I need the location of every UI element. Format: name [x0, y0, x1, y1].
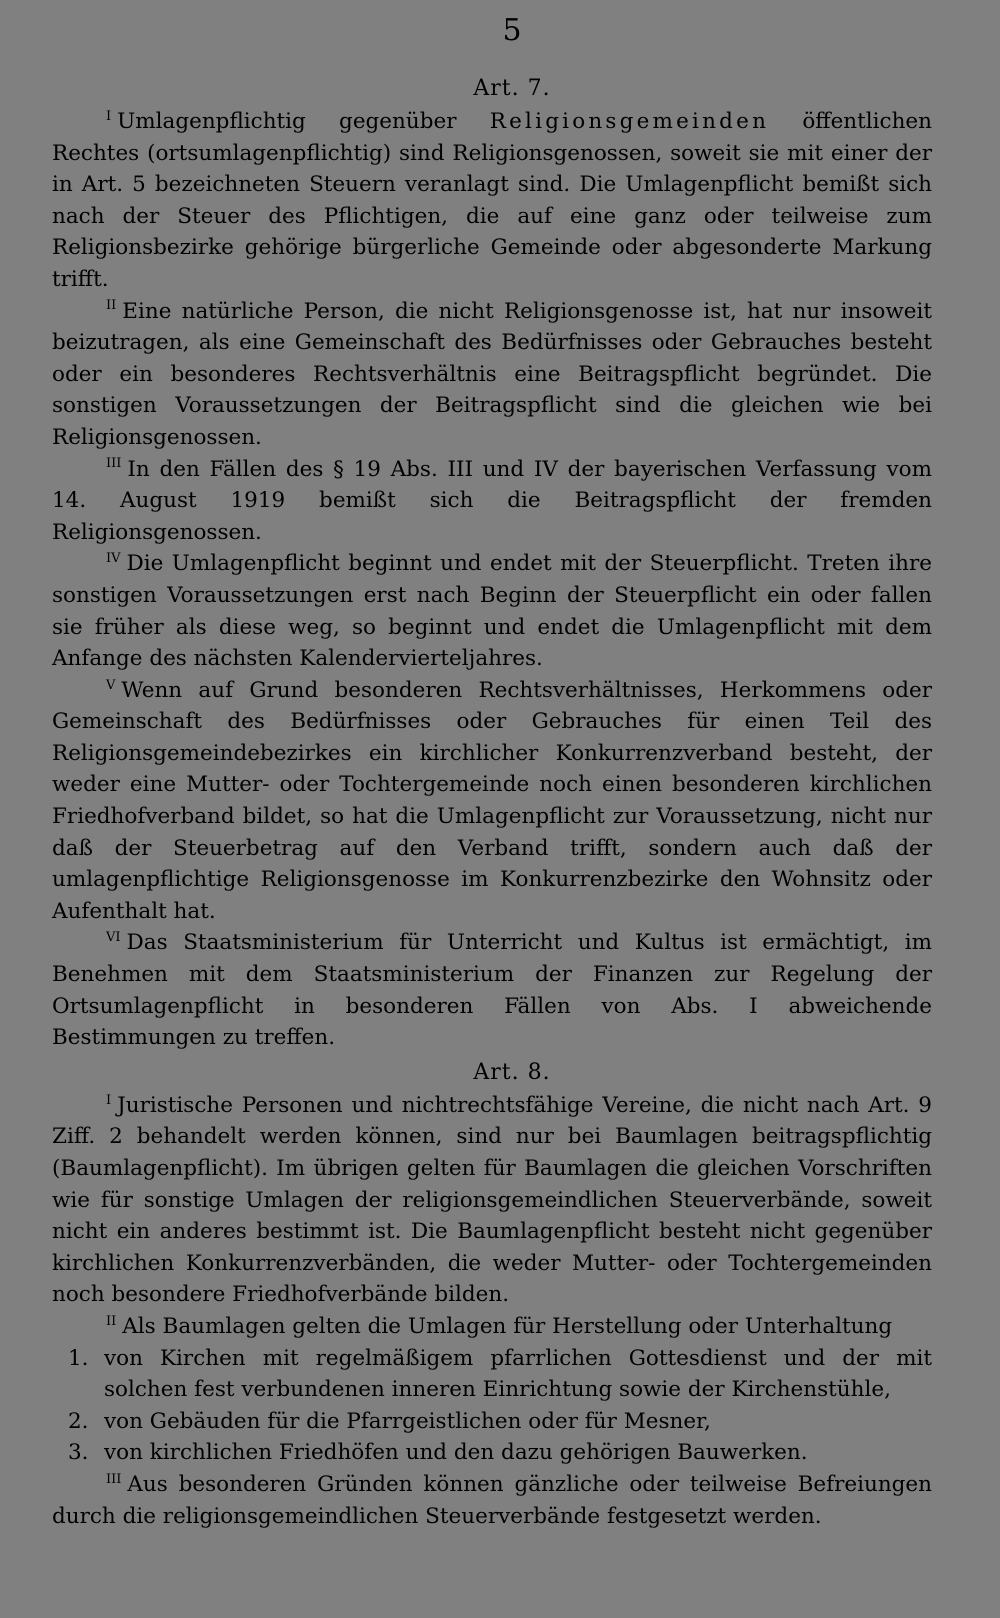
paragraph-number: I — [106, 1092, 112, 1108]
paragraph-text: Wenn auf Grund besonderen Rechtsverhältnisses, Herkommens oder Gemeinschaft des Bedürfnisses oder Gebrauches für einen Teil des Religionsgemeindebezirkes ein kirchlicher Konkurrenzverband besteht, der weder eine Mutter- oder Tochtergemeinde noch einen besonderen kirchlichen Friedhofverband bildet, so hat die Umlagenpflicht zur Voraussetzung, nicht nur daß der Steuerbetrag auf den Verband trifft, sondern auch daß der umlagenpflichtige Religionsgenosse im Konkurrenzbezirke den Wohnsitz oder Aufenthalt hat. — [52, 677, 932, 924]
list-item-text: von kirchlichen Friedhöfen und den dazu gehörigen Bauwerken. — [104, 1440, 808, 1466]
article-heading: Art. 8. — [473, 1059, 551, 1085]
paragraph — [52, 927, 932, 1053]
paragraph-text: Aus besonderen Gründen können gänzliche oder teilweise Befreiungen durch die religionsgemeindlichen Steuerverbände festgesetzt werden. — [52, 1471, 932, 1529]
paragraph — [52, 675, 932, 928]
article-heading: Art. 7. — [473, 76, 551, 101]
paragraph — [52, 1311, 932, 1343]
paragraph-text: Eine natürliche Person, die nicht Religionsgenosse ist, hat nur insoweit beizutragen, als eine Gemeinschaft des Bedürfnisses oder Gebrauches besteht oder ein besonderes Rechtsverhältnis eine Beitragspflicht begründet. Die sonstigen Voraussetzungen der Beitragspflicht sind die gleichen wie bei Religionsgenossen. — [52, 298, 932, 450]
paragraph-number: III — [106, 456, 122, 472]
paragraph-text: In den Fällen des § 19 Abs. III und IV der bayerischen Verfassung vom 14. August 1919 bemißt sich die Beitragspflicht der fremden Religionsgenossen. — [52, 456, 932, 545]
list-item — [52, 1406, 932, 1438]
paragraph-text: Das Staatsministerium für Unterricht und Kultus ist ermächtigt, im Benehmen mit dem Staatsministerium der Finanzen zur Regelung der Ortsumlagenpflicht in besonderen Fällen von Abs. I abweichende Bestimmungen zu treffen. — [52, 930, 932, 1051]
paragraph-number: II — [106, 1313, 117, 1329]
paragraph — [52, 548, 932, 674]
article-7 — [52, 74, 932, 1054]
paragraph-number: IV — [106, 551, 121, 567]
paragraph-number: II — [106, 298, 117, 314]
spaced-emphasis: Religionsgemeinden — [489, 109, 770, 134]
paragraph-number: VI — [106, 930, 121, 946]
list-item-text: von Kirchen mit regelmäßigem pfarrlichen Gottesdienst und der mit solchen fest verbundenen inneren Einrichtung sowie der Kirchenstühle, — [104, 1345, 932, 1403]
paragraph — [52, 296, 932, 454]
page-number: 5 — [502, 13, 522, 48]
paragraph — [52, 1469, 932, 1532]
article-8 — [52, 1058, 932, 1532]
document-page — [52, 14, 932, 1532]
numbered-list — [52, 1343, 932, 1469]
list-item — [52, 1437, 932, 1469]
paragraph-number: V — [106, 677, 116, 693]
list-item-number: 1. — [68, 1345, 89, 1371]
paragraph — [52, 1090, 932, 1311]
paragraph-number: III — [106, 1471, 122, 1487]
list-item-number: 3. — [68, 1440, 89, 1466]
paragraph-text: Die Umlagenpflicht beginnt und endet mit der Steuerpflicht. Treten ihre sonstigen Voraussetzungen erst nach Beginn der Steuerpflicht ein oder fallen sie früher als diese weg, so beginnt und endet die Umlagenpflicht mit dem Anfange des nächsten Kalendervierteljahres. — [52, 551, 932, 672]
paragraph-text: Juristische Personen und nichtrechtsfähige Vereine, die nicht nach Art. 9 Ziff. 2 behandelt werden können, sind nur bei Baumlagen beitragspflichtig (Baumlagenpflicht). Im übrigen gelten für Baumlagen die gleichen Vorschriften wie für sonstige Umlagen der religionsgemeindlichen Steuerverbände, soweit nicht ein anderes bestimmt ist. Die Baumlagenpflicht besteht nicht gegenüber kirchlichen Konkurrenzverbänden, die weder Mutter- oder Tochtergemeinden noch besondere Friedhofverbände bilden. — [52, 1092, 932, 1308]
paragraph — [52, 106, 932, 296]
paragraph-text: Umlagenpflichtig gegenüber — [117, 109, 490, 134]
paragraph — [52, 454, 932, 549]
paragraph-number: I — [106, 108, 112, 124]
paragraph-text: öffentlichen Rechtes (ortsumlagenpflichtig) sind Religionsgenossen, soweit sie mit einer der in Art. 5 bezeichneten Steuern veranlagt sind. Die Umlagenpflicht bemißt sich nach der Steuer des Pflichtigen, die auf eine ganz oder teilweise zum Religionsbezirke gehörige bürgerliche Gemeinde oder abgesonderte Markung trifft. — [52, 109, 933, 292]
paragraph-text: Als Baumlagen gelten die Umlagen für Herstellung oder Unterhaltung — [122, 1313, 893, 1339]
list-item-number: 2. — [68, 1408, 89, 1434]
list-item — [52, 1343, 932, 1406]
list-item-text: von Gebäuden für die Pfarrgeistlichen oder für Mesner, — [104, 1408, 711, 1434]
